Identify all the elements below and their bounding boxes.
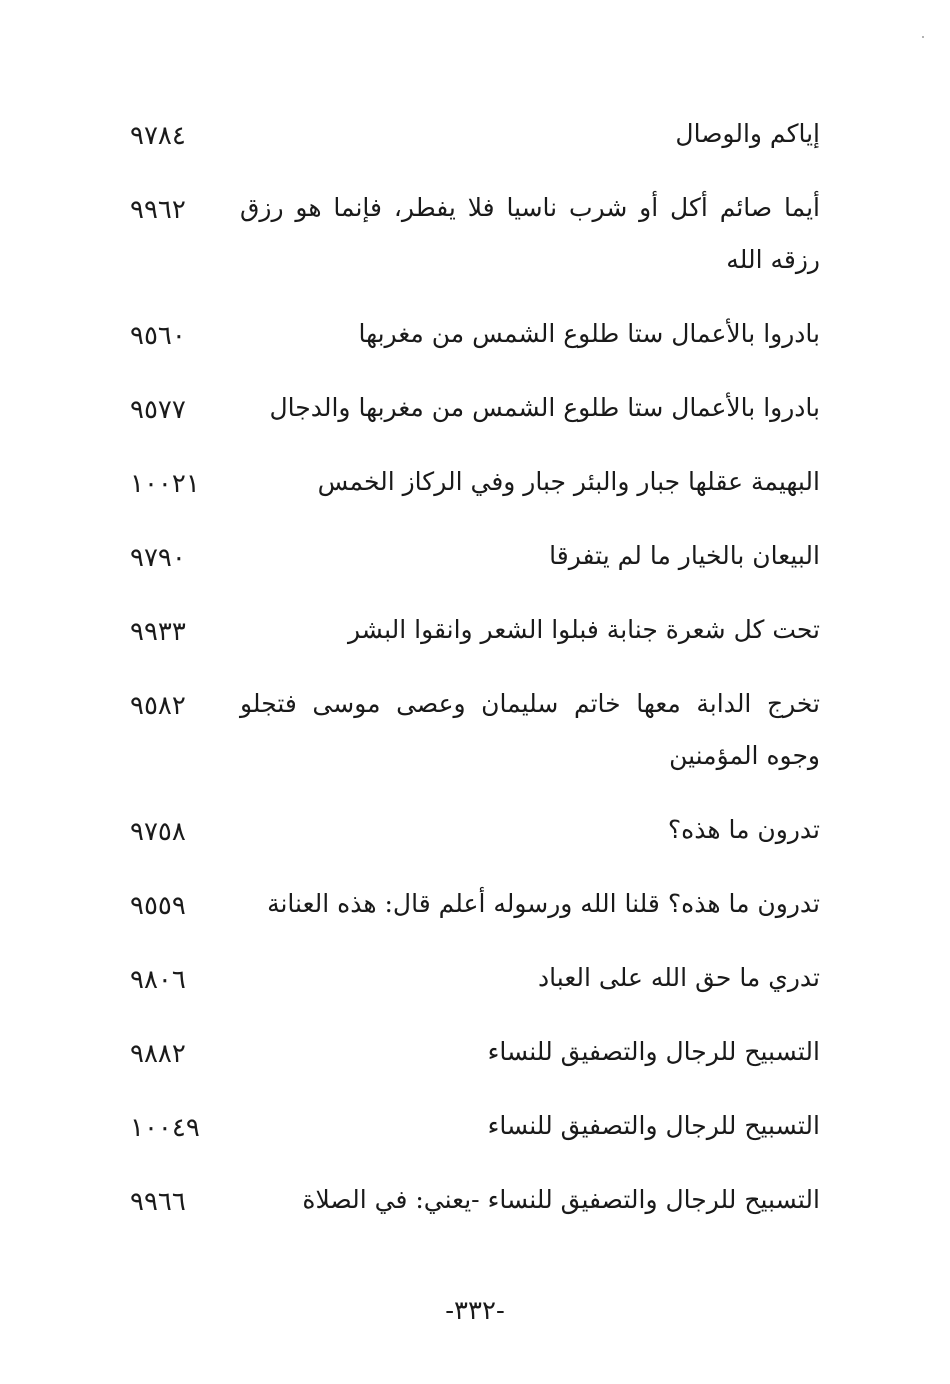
hadith-text: تدري ما حق الله على العباد [538, 963, 820, 992]
hadith-number: ٩٩٣٣ [130, 617, 186, 647]
index-entry [130, 1026, 820, 1100]
hadith-number: ٩٨٨٢ [130, 1039, 186, 1069]
hadith-number: ٩٩٦٦ [130, 1187, 186, 1217]
hadith-number: ٩٧٥٨ [130, 817, 186, 847]
hadith-number: ٩٧٩٠ [130, 543, 186, 573]
hadith-text: تخرج الدابة معها خاتم سليمان وعصى موسى فتجلو وجوه المؤمنين [240, 689, 820, 770]
hadith-index-list [130, 108, 820, 1248]
hadith-text: تدرون ما هذه؟ قلنا الله ورسوله أعلم قال: هذه العنانة [267, 889, 820, 918]
hadith-number: ٩٥٦٠ [130, 321, 186, 351]
index-entry [130, 108, 820, 182]
index-entry [130, 382, 820, 456]
index-entry [130, 1174, 820, 1248]
index-entry [130, 1100, 820, 1174]
hadith-number: ٩٥٧٧ [130, 395, 186, 425]
hadith-number: ٩٩٦٢ [130, 195, 186, 225]
hadith-number: ١٠٠٤٩ [130, 1113, 200, 1143]
hadith-text: التسبيح للرجال والتصفيق للنساء -يعني: في الصلاة [302, 1185, 820, 1214]
hadith-text: البهيمة عقلها جبار والبئر جبار وفي الركاز الخمس [317, 467, 820, 496]
hadith-text: التسبيح للرجال والتصفيق للنساء [487, 1111, 820, 1140]
page-number: -٣٣٢- [445, 1296, 505, 1326]
hadith-number: ٩٨٠٦ [130, 965, 186, 995]
index-entry [130, 952, 820, 1026]
hadith-text: البيعان بالخيار ما لم يتفرقا [549, 541, 820, 570]
index-entry [130, 604, 820, 678]
hadith-text: بادروا بالأعمال ستا طلوع الشمس من مغربها والدجال [269, 393, 820, 422]
hadith-text: التسبيح للرجال والتصفيق للنساء [487, 1037, 820, 1066]
index-entry [130, 678, 820, 804]
hadith-number: ١٠٠٢١ [130, 469, 200, 499]
index-entry [130, 182, 820, 308]
hadith-text: أيما صائم أكل أو شرب ناسيا فلا يفطر، فإنما هو رزق رزقه الله [240, 193, 820, 274]
hadith-number: ٩٧٨٤ [130, 121, 186, 151]
hadith-text: تدرون ما هذه؟ [667, 815, 820, 844]
scan-speck [922, 36, 924, 38]
hadith-text: تحت كل شعرة جنابة فبلوا الشعر وانقوا البشر [347, 615, 820, 644]
index-entry [130, 878, 820, 952]
hadith-number: ٩٥٨٢ [130, 691, 186, 721]
hadith-text: بادروا بالأعمال ستا طلوع الشمس من مغربها [358, 319, 820, 348]
hadith-text: إياكم والوصال [675, 119, 820, 148]
index-entry [130, 456, 820, 530]
index-entry [130, 804, 820, 878]
index-entry [130, 308, 820, 382]
index-entry [130, 530, 820, 604]
hadith-number: ٩٥٥٩ [130, 891, 186, 921]
